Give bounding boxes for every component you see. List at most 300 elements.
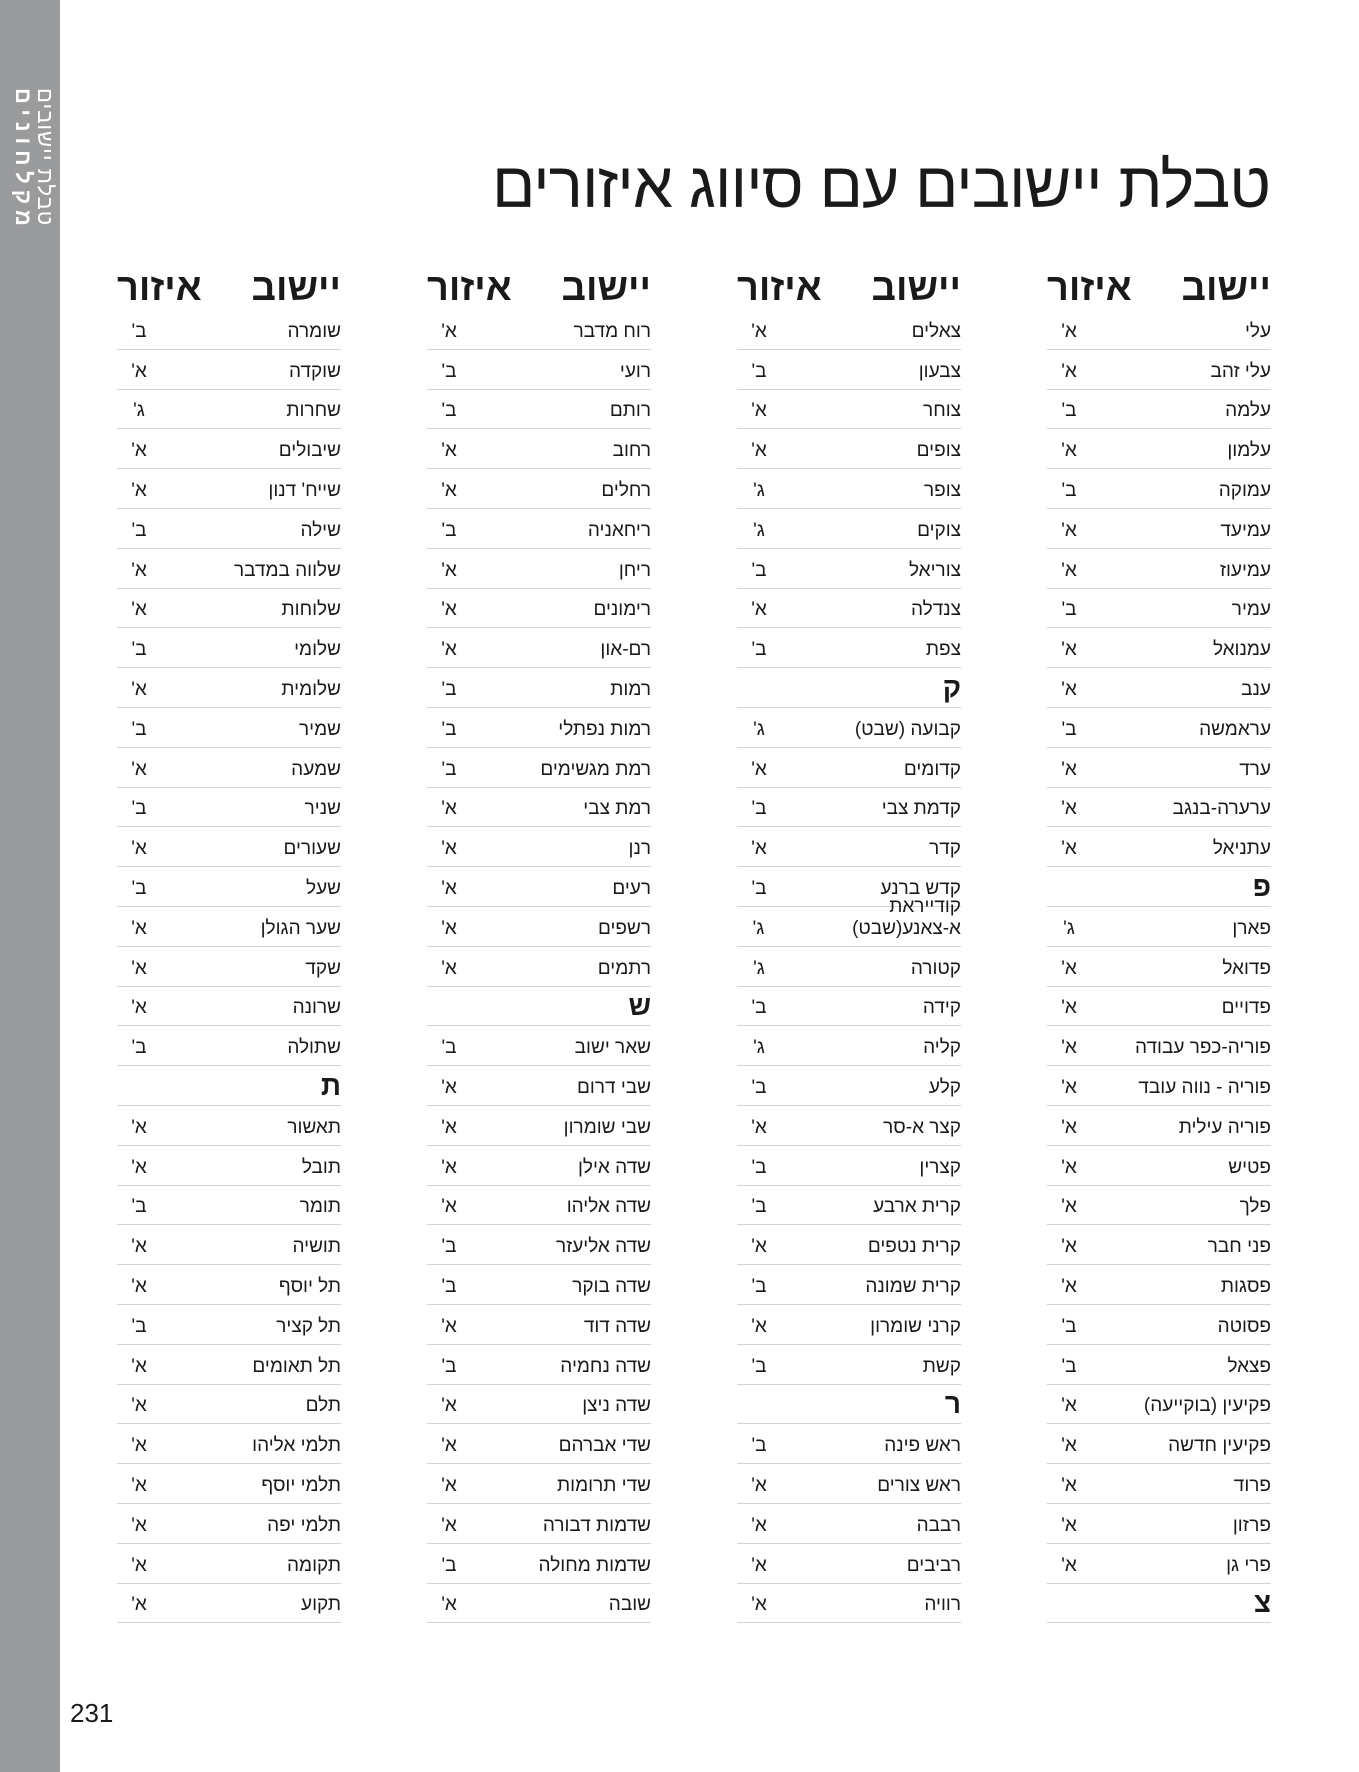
zone-value: א' (441, 320, 457, 342)
settlement-name: פסוטה (1217, 1315, 1271, 1337)
zone-value: ב' (441, 1037, 457, 1059)
zone-value: א' (441, 1594, 457, 1616)
settlement-name: שתולה (287, 1037, 341, 1059)
zone-value: ב' (441, 718, 457, 740)
zone-value: א' (441, 599, 457, 621)
header-settlement: יישוב (561, 267, 651, 309)
settlement-name: עלי (1244, 320, 1271, 342)
settlement-name: רחלים (601, 479, 651, 501)
table-row (1047, 1026, 1271, 1066)
zone-value: ב' (441, 758, 457, 780)
settlement-name: שדי אברהם (558, 1435, 651, 1457)
zone-value: א' (1061, 1156, 1077, 1178)
settlement-name: פלך (1239, 1196, 1271, 1218)
table-row (117, 1106, 341, 1146)
table-row (737, 947, 961, 987)
zone-value: א' (751, 838, 767, 860)
settlement-name: שיבולים (278, 440, 341, 462)
zone-value: ב' (751, 798, 767, 820)
column-header (737, 262, 961, 310)
settlement-name: רותם (609, 400, 651, 422)
settlement-name: ענב (1241, 678, 1271, 700)
table-column-3 (427, 262, 651, 1623)
settlement-name: צנדלה (910, 599, 961, 621)
table-row (737, 390, 961, 430)
settlement-name: קדמת צבי (881, 798, 961, 820)
settlement-name: שילה (300, 519, 341, 541)
zone-value: ג' (753, 957, 765, 979)
table-row (737, 1305, 961, 1345)
table-row (1047, 390, 1271, 430)
settlement-name: שמיר (298, 718, 341, 740)
settlement-name: רביבים (906, 1554, 961, 1576)
table-row (427, 1066, 651, 1106)
letter-divider: צ (1047, 1584, 1271, 1624)
settlement-name: רוויה (924, 1594, 961, 1616)
settlement-name: שלוחות (281, 599, 341, 621)
zone-value: א' (131, 1116, 147, 1138)
table-row (1047, 1504, 1271, 1544)
letter-divider: ש (427, 987, 651, 1027)
settlement-name: רנן (628, 838, 651, 860)
settlement-name: קרני שומרון (870, 1315, 961, 1337)
settlement-name: פדויים (1221, 997, 1271, 1019)
zone-value: ב' (441, 360, 457, 382)
table-row (737, 827, 961, 867)
settlement-name: פוריה - נווה עובד (1138, 1076, 1271, 1098)
zone-value: א' (131, 678, 147, 700)
settlement-name: ריחאניה (587, 519, 651, 541)
table-row (117, 589, 341, 629)
settlement-name: פוריה עילית (1178, 1116, 1271, 1138)
zone-value: א' (131, 1156, 147, 1178)
sidebar-category: מקלחונים (11, 88, 36, 232)
settlement-name: ערד (1239, 758, 1271, 780)
zone-value: א' (751, 1554, 767, 1576)
table-row (1047, 708, 1271, 748)
zone-value: ב' (1061, 718, 1077, 740)
table-row (1047, 1106, 1271, 1146)
zone-value: ב' (751, 639, 767, 661)
zone-value: א' (1061, 1474, 1077, 1496)
zone-value: א' (441, 1435, 457, 1457)
table-row (737, 509, 961, 549)
settlement-name: פדואל (1222, 957, 1271, 979)
settlement-name: שדה בוקר (572, 1275, 651, 1297)
table-row (1047, 1305, 1271, 1345)
settlement-name: צופים (916, 440, 961, 462)
table-row (117, 1026, 341, 1066)
zone-value: א' (441, 798, 457, 820)
zone-value: ב' (751, 1196, 767, 1218)
zone-value: א' (131, 1395, 147, 1417)
table-row (427, 1504, 651, 1544)
settlement-name: קידה (922, 997, 961, 1019)
settlement-name: פרזון (1232, 1514, 1271, 1536)
zone-value: א' (1061, 1037, 1077, 1059)
zone-value: א' (131, 1435, 147, 1457)
table-row (117, 907, 341, 947)
header-zone: איזור (1047, 267, 1132, 309)
zone-value: א' (131, 1474, 147, 1496)
settlement-name: צאלים (911, 320, 961, 342)
settlement-name: שדה אליהו (566, 1196, 651, 1218)
table-row (1047, 310, 1271, 350)
settlement-name: שלומית (281, 678, 341, 700)
zone-value: א' (1061, 360, 1077, 382)
table-row (737, 1345, 961, 1385)
settlement-name: שדה אילן (577, 1156, 651, 1178)
zone-value: ב' (441, 1236, 457, 1258)
zone-value: ב' (131, 639, 147, 661)
zone-value: א' (131, 1554, 147, 1576)
zone-value: א' (1061, 639, 1077, 661)
table-row (117, 668, 341, 708)
zone-value: א' (131, 1594, 147, 1616)
table-row (1047, 947, 1271, 987)
settlement-name: עמוקה (1218, 479, 1271, 501)
table-row (117, 1225, 341, 1265)
zone-value: א' (131, 559, 147, 581)
zone-value: א' (1061, 678, 1077, 700)
letter-divider: ת (117, 1066, 341, 1106)
table-row (427, 1464, 651, 1504)
zone-value: ב' (751, 1435, 767, 1457)
table-row (737, 1146, 961, 1186)
zone-value: א' (751, 1594, 767, 1616)
zone-value: ב' (1061, 599, 1077, 621)
table-row (117, 947, 341, 987)
table-row (117, 827, 341, 867)
settlement-name: קלע (928, 1076, 961, 1098)
settlement-name: עתניאל (1212, 838, 1271, 860)
zone-value: א' (751, 440, 767, 462)
zone-value: ב' (1061, 479, 1077, 501)
table-row (117, 1504, 341, 1544)
zone-value: א' (1061, 758, 1077, 780)
letter-divider: ק (737, 668, 961, 708)
table-column-1 (1047, 262, 1271, 1623)
table-row (117, 429, 341, 469)
zone-value: א' (441, 1076, 457, 1098)
table-row (1047, 1345, 1271, 1385)
zone-value: א' (441, 957, 457, 979)
table-row (117, 628, 341, 668)
settlement-name: קדר (929, 838, 961, 860)
header-zone: איזור (737, 267, 822, 309)
settlement-name: שדמות מחולה (538, 1554, 651, 1576)
settlement-name: שבי דרום (577, 1076, 651, 1098)
zone-value: א' (1061, 1076, 1077, 1098)
settlement-name: קרית שמונה (865, 1275, 961, 1297)
table-row (1047, 987, 1271, 1027)
zone-value: ב' (751, 1156, 767, 1178)
table-row (427, 1305, 651, 1345)
zone-value: ב' (131, 1315, 147, 1337)
settlement-name: רועי (619, 360, 651, 382)
settlement-name: קדומים (903, 758, 961, 780)
settlement-name: שמעה (291, 758, 341, 780)
page-title: טבלת יישובים עם סיווג איזורים (492, 149, 1270, 221)
settlement-name: רתמים (597, 957, 651, 979)
settlement-name: רימונים (593, 599, 651, 621)
zone-value: א' (751, 1474, 767, 1496)
table-column-2 (737, 262, 961, 1623)
table-row (737, 1464, 961, 1504)
settlement-name: קשת (922, 1355, 961, 1377)
column-rows (427, 310, 651, 1623)
table-row (1047, 429, 1271, 469)
table-row (1047, 1146, 1271, 1186)
settlement-name: פצאל (1227, 1355, 1271, 1377)
table-row (427, 1345, 651, 1385)
header-zone: איזור (117, 267, 202, 309)
table-row (427, 1385, 651, 1425)
settlement-name: שייח' דנון (268, 479, 341, 501)
table-row (427, 1026, 651, 1066)
zone-value: ב' (131, 519, 147, 541)
zone-value: ב' (751, 1275, 767, 1297)
header-zone: איזור (427, 267, 512, 309)
zone-value: ב' (1061, 400, 1077, 422)
letter-divider: ר (737, 1385, 961, 1425)
settlement-name: עמנואל (1212, 639, 1271, 661)
zone-value: א' (1061, 1435, 1077, 1457)
zone-value: ג' (1063, 917, 1075, 939)
zone-value: ג' (753, 479, 765, 501)
zone-value: ב' (441, 1275, 457, 1297)
table-row (427, 1186, 651, 1226)
zone-value: א' (751, 1514, 767, 1536)
table-row (117, 987, 341, 1027)
page-number: 231 (70, 1698, 114, 1728)
table-row (1047, 509, 1271, 549)
zone-value: א' (751, 1315, 767, 1337)
zone-value: ב' (441, 519, 457, 541)
settlement-name: פני חבר (1207, 1236, 1271, 1258)
zone-value: א' (1061, 519, 1077, 541)
settlement-name: קודייראת א-צאנע(שבט) (852, 895, 961, 939)
zone-value: א' (131, 997, 147, 1019)
table-row (117, 1305, 341, 1345)
sidebar-subtitle: טבלת יישובים (33, 88, 58, 227)
settlement-name: תל יוסף (278, 1275, 341, 1297)
settlement-name: צוחר (923, 400, 961, 422)
table-row (427, 867, 651, 907)
letter-divider: פ (1047, 867, 1271, 907)
settlement-name: פארן (1232, 917, 1271, 939)
settlement-name: תומר (299, 1196, 341, 1218)
settlement-name: עראמשה (1199, 718, 1271, 740)
zone-value: א' (131, 1514, 147, 1536)
zone-value: ב' (441, 1554, 457, 1576)
zone-value: א' (1061, 320, 1077, 342)
zone-value: א' (1061, 1514, 1077, 1536)
table-row (427, 1584, 651, 1624)
settlement-name: פרוד (1233, 1474, 1271, 1496)
settlement-name: רמת צבי (583, 798, 651, 820)
table-row (1047, 469, 1271, 509)
zone-value: א' (441, 559, 457, 581)
table-row (1047, 827, 1271, 867)
zone-value: א' (1061, 440, 1077, 462)
table-row (737, 1265, 961, 1305)
zone-value: ב' (1061, 1355, 1077, 1377)
settlement-name: שדי תרומות (557, 1474, 651, 1496)
table-row (427, 947, 651, 987)
table-row (117, 1544, 341, 1584)
settlement-name: רחוב (612, 440, 651, 462)
column-header (427, 262, 651, 310)
settlement-name: שלומי (294, 639, 341, 661)
settlement-name: צבעון (918, 360, 961, 382)
zone-value: א' (131, 758, 147, 780)
settlement-name: שדמות דבורה (542, 1514, 651, 1536)
zone-value: א' (441, 1116, 457, 1138)
sidebar-text (0, 78, 60, 278)
table-row (737, 748, 961, 788)
zone-value: ב' (751, 877, 767, 899)
table-row (737, 1066, 961, 1106)
zone-value: א' (441, 1514, 457, 1536)
zone-value: א' (751, 400, 767, 422)
sidebar (0, 0, 60, 1772)
settlement-name: שעורים (283, 838, 341, 860)
table-row (427, 1265, 651, 1305)
zone-value: א' (441, 1156, 457, 1178)
settlement-name: עלמה (1225, 400, 1271, 422)
zone-value: א' (441, 440, 457, 462)
table-row (427, 1146, 651, 1186)
column-rows (1047, 310, 1271, 1623)
settlement-name: שניר (304, 798, 341, 820)
settlement-name: שדה אליעזר (555, 1236, 651, 1258)
zone-value: א' (1061, 1196, 1077, 1218)
settlement-name: תקוע (301, 1594, 341, 1616)
zone-value: ג' (753, 718, 765, 740)
table-row (737, 1106, 961, 1146)
table-row (117, 1186, 341, 1226)
table-row (427, 350, 651, 390)
table-row (427, 1424, 651, 1464)
table-row (737, 788, 961, 828)
zone-value: א' (131, 599, 147, 621)
table-row (737, 1225, 961, 1265)
settlement-name: שלווה במדבר (233, 559, 341, 581)
zone-value: א' (1061, 957, 1077, 979)
table-row (117, 390, 341, 430)
table-row (117, 310, 341, 350)
table-row (427, 788, 651, 828)
settlement-name: שבי שומרון (563, 1116, 651, 1138)
zone-value: ב' (441, 1355, 457, 1377)
settlement-name: צוריאל (909, 559, 961, 581)
zone-value: ב' (751, 997, 767, 1019)
settlement-name: רוח מדבר (573, 320, 651, 342)
zone-value: א' (1061, 1554, 1077, 1576)
zone-value: א' (131, 957, 147, 979)
settlement-name: שקד (305, 957, 341, 979)
table-row (1047, 1385, 1271, 1425)
table-row (427, 310, 651, 350)
zone-value: ב' (131, 798, 147, 820)
table-row (117, 1385, 341, 1425)
table-row (737, 589, 961, 629)
settlement-name: תלמי אליהו (252, 1435, 341, 1457)
table-row (117, 1345, 341, 1385)
table-column-4 (117, 262, 341, 1623)
settlement-name: תאשור (287, 1116, 341, 1138)
table-row (1047, 1225, 1271, 1265)
settlement-name: צפת (925, 639, 961, 661)
settlement-name: קצרין (919, 1156, 961, 1178)
table-row (1047, 748, 1271, 788)
settlement-name: קטורה (910, 957, 961, 979)
zone-value: א' (131, 440, 147, 462)
settlement-name: תל תאומים (252, 1355, 341, 1377)
zone-value: ב' (751, 360, 767, 382)
zone-value: א' (751, 320, 767, 342)
settlement-name: תלם (305, 1395, 341, 1417)
table-row (427, 1544, 651, 1584)
zone-value: א' (441, 877, 457, 899)
zone-value: א' (1061, 798, 1077, 820)
settlement-name: קצר א-סר (883, 1116, 961, 1138)
zone-value: א' (441, 1196, 457, 1218)
table-row (737, 310, 961, 350)
settlement-name: רם-און (600, 639, 651, 661)
table-row (427, 827, 651, 867)
settlement-name: שומרה (287, 320, 341, 342)
settlement-name: תל קציר (276, 1315, 341, 1337)
zone-value: א' (751, 1236, 767, 1258)
settlement-name: רשפים (597, 917, 651, 939)
settlement-name: עמיר (1231, 599, 1271, 621)
zone-value: א' (441, 1315, 457, 1337)
settlement-name: שוקדה (288, 360, 341, 382)
zone-value: א' (1061, 1236, 1077, 1258)
settlement-name: תושיה (292, 1236, 341, 1258)
zone-value: א' (441, 1395, 457, 1417)
settlement-name: ערערה-בנגב (1172, 798, 1271, 820)
settlement-name: קרית ארבע (873, 1196, 961, 1218)
table-row (737, 708, 961, 748)
settlement-name: קדש ברנע (880, 877, 961, 899)
settlement-name: פסגות (1220, 1275, 1271, 1297)
settlement-name: תלמי יוסף (261, 1474, 341, 1496)
zone-value: א' (751, 758, 767, 780)
settlement-name: עמיעוז (1219, 559, 1271, 581)
zone-value: ב' (131, 718, 147, 740)
settlement-name: שדה דוד (583, 1315, 651, 1337)
table-row (1047, 788, 1271, 828)
settlement-name: שעל (306, 877, 341, 899)
table-row (117, 1424, 341, 1464)
zone-value: א' (131, 1275, 147, 1297)
zone-value: א' (1061, 838, 1077, 860)
table-row (117, 867, 341, 907)
zone-value: ב' (441, 678, 457, 700)
table-row (427, 907, 651, 947)
table-row (427, 1106, 651, 1146)
table-row (737, 350, 961, 390)
zone-value: ב' (131, 877, 147, 899)
table-row (1047, 1424, 1271, 1464)
zone-value: ב' (751, 559, 767, 581)
settlement-name: פקיעין חדשה (1168, 1435, 1271, 1457)
table-row (1047, 907, 1271, 947)
settlement-name: שאר ישוב (574, 1037, 651, 1059)
